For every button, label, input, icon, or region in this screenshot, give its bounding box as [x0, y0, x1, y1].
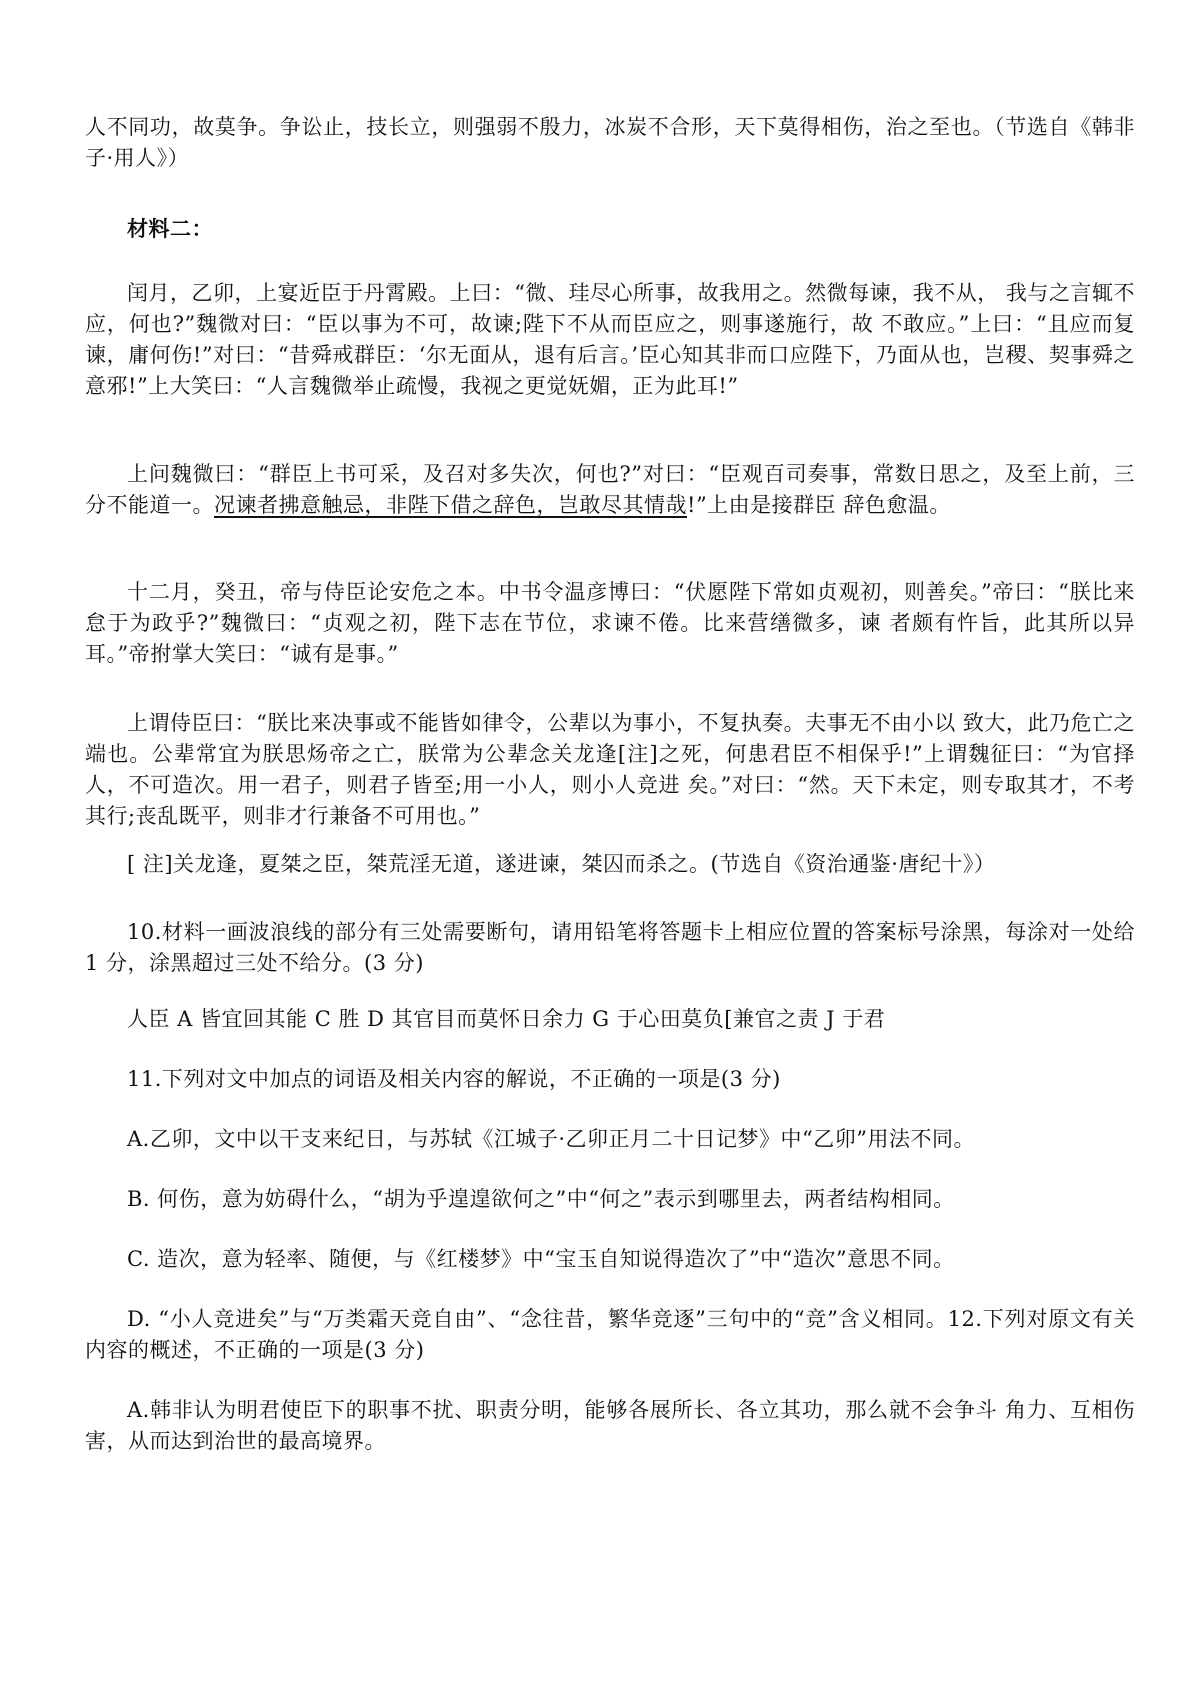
intro-paragraph: 人不同功，故莫争。争讼止，技长立，则强弱不殷力，冰炭不合形，天下莫得相伤，治之至也。（节选自《韩非子·用人》）	[85, 115, 1135, 170]
question-11-option-c: C. 造次，意为轻率、随便，与《红楼梦》中“宝玉自知说得造次了”中“造次”意思不同。	[127, 1247, 955, 1271]
paragraph-3: 十二月，癸丑，帝与侍臣论安危之本。中书令温彦博曰：“伏愿陛下常如贞观初，则善矣。”帝曰：“朕比来怠于为政乎?”魏微曰：“贞观之初，陛下志在节位，求谏不倦。比来营缮微多，谏 者颇有忤旨，此其所以异耳。”帝拊掌大笑曰：“诚有是事。”	[85, 580, 1135, 666]
paragraph-2-text-b: !”上由是接群臣 辞色愈温。	[687, 493, 951, 517]
section-heading-material-2: 材料二：	[127, 216, 213, 241]
paragraph-2-text-a: 上问魏微曰：“群臣上书可采，及召对多失次，何也?”对曰：“臣观百司奏事，常数日思之，及至上前，三分不能道一。	[85, 462, 1135, 517]
question-11-option-a: A.乙卯，文中以干支来纪日，与苏轼《江城子·乙卯正月二十日记梦》中“乙卯”用法不同。	[127, 1127, 975, 1151]
paragraph-2	[85, 459, 1135, 521]
question-12-option-a: A.韩非认为明君使臣下的职事不扰、职责分明，能够各展所长、各立其功，那么就不会争斗 角力、互相伤害，从而达到治世的最高境界。	[85, 1398, 1135, 1453]
paragraph-1: 闰月，乙卯，上宴近臣于丹霄殿。上曰：“微、珪尽心所事，故我用之。然微每谏，我不从， 我与之言辄不应，何也?”魏微对曰：“臣以事为不可，故谏;陛下不从而臣应之，则事遂施行，故 不敢应。”上曰：“且应而复谏，庸何伤!”对曰：“昔舜戒群臣：‘尔无面从，退有后言。’臣心知其非而口应陛下，乃面从也，岂稷、契事舜之意邪!”上大笑曰：“人言魏微举止疏慢，我视之更觉妩媚，正为此耳!”	[85, 281, 1135, 398]
underlined-sentence: 况谏者拂意触忌，非陛下借之辞色，岂敢尽其情哉	[214, 493, 687, 517]
question-11: 11.下列对文中加点的词语及相关内容的解说，不正确的一项是(3 分)	[127, 1067, 781, 1091]
question-10-sentence: 人臣 A 皆宜回其能 C 胜 D 其官目而莫怀日余力 G 于心田莫负[兼官之责 J 于君	[127, 1007, 886, 1031]
paragraph-4: 上谓侍臣曰：“朕比来决事或不能皆如律令，公辈以为事小，不复执奏。夫事无不由小以 致大，此乃危亡之端也。公辈常宜为朕思炀帝之亡，朕常为公辈念关龙逢[注]之死，何患君臣不相保乎!”上谓魏征曰：“为官择人，不可造次。用一君子，则君子皆至;用一小人，则小人竞进 矣。”对曰：“然。天下未定，则专取其才，不考其行;丧乱既平，则非才行兼备不可用也。”	[85, 711, 1135, 828]
question-10: 10.材料一画波浪线的部分有三处需要断句，请用铅笔将答题卡上相应位置的答案标号涂黑，每涂对一处给 1 分，涂黑超过三处不给分。(3 分)	[85, 920, 1135, 975]
annotation-note: [ 注]关龙逢，夏桀之臣，桀荒淫无道，遂进谏，桀囚而杀之。(节选自《资治通鉴·唐纪十》）	[127, 852, 996, 876]
question-11-option-b: B. 何伤，意为妨碍什么，“胡为乎遑遑欲何之”中“何之”表示到哪里去，两者结构相同。	[127, 1187, 955, 1211]
question-11-option-d: D. “小人竞进矣”与“万类霜天竞自由”、“念往昔，繁华竞逐”三句中的“竞”含义相同。12.下列对原文有关内容的概述，不正确的一项是(3 分)	[85, 1307, 1135, 1362]
